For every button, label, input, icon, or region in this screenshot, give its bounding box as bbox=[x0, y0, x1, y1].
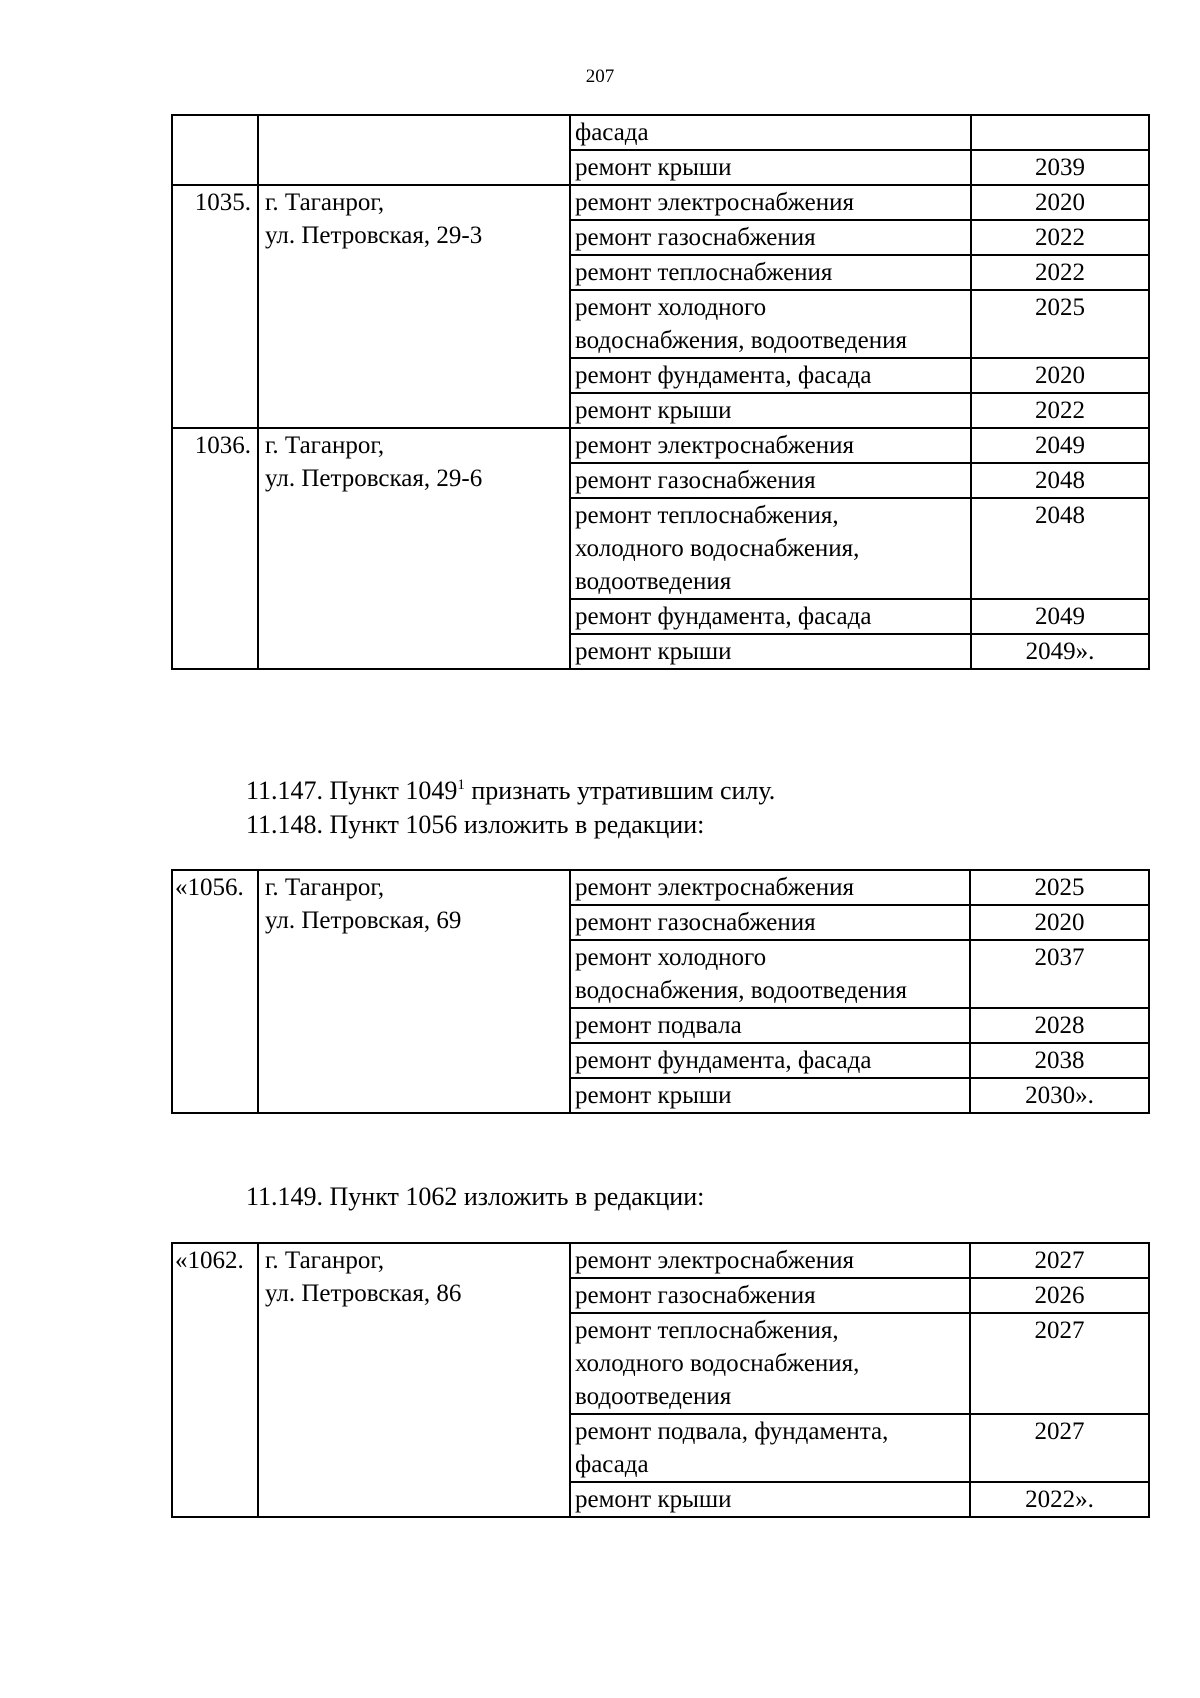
year-cell: 2027 bbox=[970, 1313, 1149, 1414]
number-cell: «1056. bbox=[172, 870, 258, 1113]
year-cell: 2025 bbox=[970, 870, 1149, 905]
work-cell: ремонт холодного водоснабжения, водоотведения bbox=[570, 940, 970, 1008]
superscript-mark: 1 bbox=[457, 777, 465, 793]
work-cell: ремонт электроснабжения bbox=[570, 185, 971, 220]
year-cell: 2027 bbox=[970, 1414, 1149, 1482]
year-cell: 2028 bbox=[970, 1008, 1149, 1043]
year-cell: 2030». bbox=[970, 1078, 1149, 1113]
table-row bbox=[172, 185, 1149, 220]
year-cell: 2022». bbox=[970, 1482, 1149, 1517]
table-row bbox=[172, 115, 1149, 150]
year-cell: 2026 bbox=[970, 1278, 1149, 1313]
table-row bbox=[172, 1243, 1149, 1278]
work-cell: ремонт газоснабжения bbox=[570, 463, 971, 498]
address-cell: г. Таганрог, ул. Петровская, 29-3 bbox=[258, 185, 570, 428]
address-cell: г. Таганрог, ул. Петровская, 69 bbox=[258, 870, 570, 1113]
work-cell: ремонт крыши bbox=[570, 1078, 970, 1113]
page-number: 207 bbox=[585, 66, 615, 87]
number-cell: 1035. bbox=[172, 185, 258, 428]
work-cell: ремонт подвала, фундамента, фасада bbox=[570, 1414, 970, 1482]
year-cell: 2037 bbox=[970, 940, 1149, 1008]
work-cell: ремонт подвала bbox=[570, 1008, 970, 1043]
work-cell: ремонт крыши bbox=[570, 393, 971, 428]
year-cell: 2049 bbox=[971, 599, 1149, 634]
year-cell: 2049 bbox=[971, 428, 1149, 463]
work-cell: ремонт крыши bbox=[570, 634, 971, 669]
year-cell: 2020 bbox=[970, 905, 1149, 940]
work-cell: ремонт электроснабжения bbox=[570, 428, 971, 463]
year-cell: 2038 bbox=[970, 1043, 1149, 1078]
work-cell: ремонт газоснабжения bbox=[570, 905, 970, 940]
year-cell: 2022 bbox=[971, 393, 1149, 428]
year-cell: 2022 bbox=[971, 220, 1149, 255]
year-cell: 2022 bbox=[971, 255, 1149, 290]
work-cell: ремонт газоснабжения bbox=[570, 220, 971, 255]
year-cell: 2049». bbox=[971, 634, 1149, 669]
paragraph-11-147 bbox=[246, 774, 775, 808]
work-cell: ремонт теплоснабжения, холодного водоснабжения, водоотведения bbox=[570, 498, 971, 599]
paragraph-11-147-text: 11.147. Пункт 1049 bbox=[246, 776, 458, 805]
paragraph-11-148: 11.148. Пункт 1056 изложить в редакции: bbox=[246, 810, 705, 839]
work-cell: ремонт фундамента, фасада bbox=[570, 599, 971, 634]
year-cell bbox=[971, 115, 1149, 150]
repair-schedule-table-1035-1036 bbox=[171, 114, 1150, 670]
year-cell: 2025 bbox=[971, 290, 1149, 358]
number-cell bbox=[172, 115, 258, 185]
paragraph-11-149: 11.149. Пункт 1062 изложить в редакции: bbox=[246, 1182, 705, 1211]
address-cell: г. Таганрог, ул. Петровская, 29-6 bbox=[258, 428, 570, 669]
table-row bbox=[172, 428, 1149, 463]
repair-schedule-table-1062 bbox=[171, 1242, 1150, 1518]
work-cell: ремонт электроснабжения bbox=[570, 1243, 970, 1278]
work-cell: ремонт крыши bbox=[570, 1482, 970, 1517]
work-cell: фасада bbox=[570, 115, 971, 150]
number-cell: «1062. bbox=[172, 1243, 258, 1517]
work-cell: ремонт холодного водоснабжения, водоотведения bbox=[570, 290, 971, 358]
work-cell: ремонт теплоснабжения, холодного водоснабжения, водоотведения bbox=[570, 1313, 970, 1414]
work-cell: ремонт фундамента, фасада bbox=[570, 358, 971, 393]
work-cell: ремонт электроснабжения bbox=[570, 870, 970, 905]
work-cell: ремонт газоснабжения bbox=[570, 1278, 970, 1313]
year-cell: 2048 bbox=[971, 498, 1149, 599]
address-cell: г. Таганрог, ул. Петровская, 86 bbox=[258, 1243, 570, 1517]
paragraph-11-147-tail: признать утратившим силу. bbox=[464, 776, 776, 805]
year-cell: 2048 bbox=[971, 463, 1149, 498]
address-cell bbox=[258, 115, 570, 185]
work-cell: ремонт крыши bbox=[570, 150, 971, 185]
table-row bbox=[172, 870, 1149, 905]
year-cell: 2027 bbox=[970, 1243, 1149, 1278]
year-cell: 2020 bbox=[971, 358, 1149, 393]
work-cell: ремонт фундамента, фасада bbox=[570, 1043, 970, 1078]
repair-schedule-table-1056 bbox=[171, 869, 1150, 1114]
year-cell: 2020 bbox=[971, 185, 1149, 220]
year-cell: 2039 bbox=[971, 150, 1149, 185]
number-cell: 1036. bbox=[172, 428, 258, 669]
work-cell: ремонт теплоснабжения bbox=[570, 255, 971, 290]
